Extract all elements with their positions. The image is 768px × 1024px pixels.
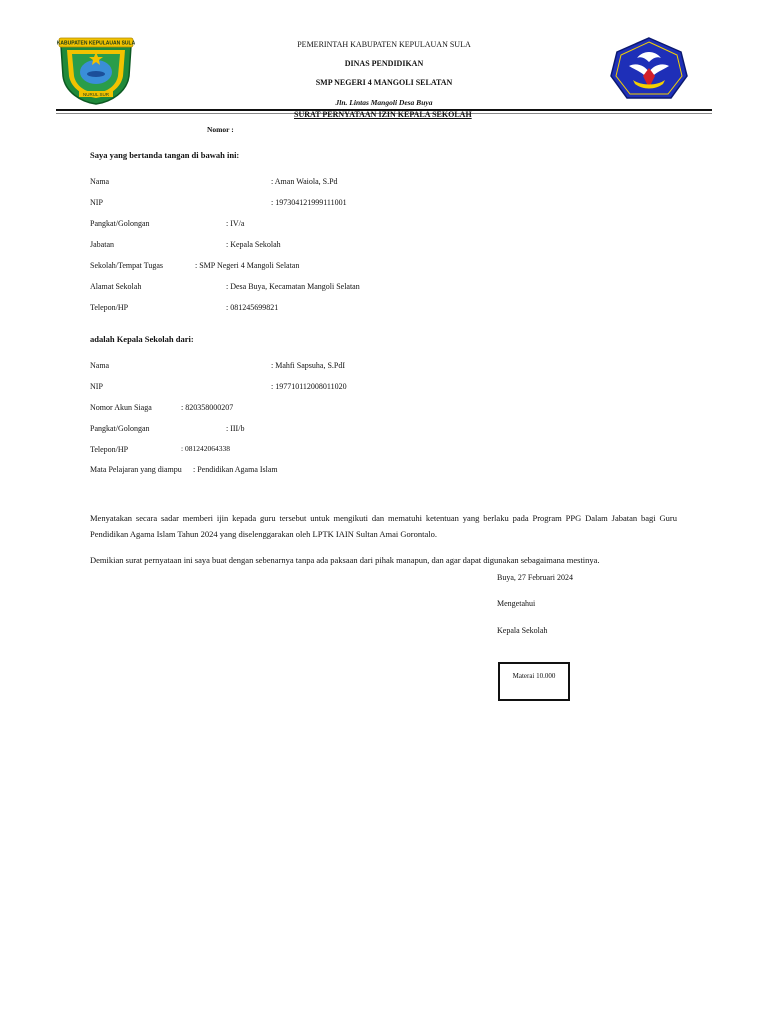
- header-address: Jln. Lintas Mangoli Desa Buya: [335, 98, 433, 107]
- teacher-mapel-value: : Pendidikan Agama Islam: [193, 465, 278, 474]
- kabupaten-crest-logo: [57, 36, 135, 106]
- principal-alamat-value: : Desa Buya, Kecamatan Mangoli Selatan: [226, 282, 360, 291]
- principal-nama-value: : Aman Waiola, S.Pd: [271, 177, 338, 186]
- signature-mengetahui: Mengetahui: [497, 599, 536, 608]
- principal-sekolah-label: Sekolah/Tempat Tugas: [90, 261, 163, 270]
- teacher-telepon-label: Telepon/HP: [90, 445, 129, 454]
- header-government: PEMERINTAH KABUPATEN KEPULAUAN SULA: [297, 40, 471, 49]
- crest-motto-text: NURUL SUR: [82, 92, 110, 97]
- principal-jabatan-label: Jabatan: [90, 240, 114, 249]
- teacher-pangkat-value: : III/b: [226, 424, 245, 433]
- principal-nama-label: Nama: [90, 177, 110, 186]
- nomor-label: Nomor :: [207, 125, 234, 134]
- materai-stamp-box: [498, 662, 570, 701]
- principal-nip-value: : 197304121999111001: [271, 198, 347, 207]
- section-teacher-heading: adalah Kepala Sekolah dari:: [90, 334, 194, 344]
- signature-place-date: Buya, 27 Februari 2024: [497, 573, 573, 582]
- tut-wuri-handayani-logo: [609, 36, 689, 104]
- teacher-mapel-label: Mata Pelajaran yang diampu: [90, 465, 182, 474]
- principal-pangkat-value: : IV/a: [226, 219, 245, 228]
- principal-nip-label: NIP: [90, 198, 103, 207]
- principal-sekolah-value: : SMP Negeri 4 Mangoli Selatan: [195, 261, 300, 270]
- materai-stamp-label: Materai 10.000: [512, 672, 556, 680]
- crest-banner-text: KABUPATEN KEPULAUAN SULA: [57, 40, 135, 47]
- header-school-name: SMP NEGERI 4 MANGOLI SELATAN: [315, 78, 453, 87]
- teacher-nama-value: : Mahfi Sapsuha, S.PdI: [271, 361, 345, 370]
- signature-position: Kepala Sekolah: [497, 626, 548, 635]
- principal-telepon-value: : 081245699821: [226, 303, 279, 312]
- teacher-nama-label: Nama: [90, 361, 110, 370]
- intro-text: Saya yang bertanda tangan di bawah ini:: [90, 150, 240, 160]
- principal-pangkat-label: Pangkat/Golongan: [90, 219, 150, 228]
- teacher-nip-label: NIP: [90, 382, 103, 391]
- teacher-telepon-value: : 081242064338: [181, 444, 230, 453]
- principal-telepon-label: Telepon/HP: [90, 303, 129, 312]
- statement-paragraph: Menyatakan secara sadar memberi ijin kepada guru tersebut untuk mengikuti dan mematuhi ketentuan yang berlaku pada Program PPG Dalam Jabatan bagi Guru Pendidikan Agama Islam Tahun 2024 yang diselenggarakan oleh LPTK IAIN Sultan Amai Gorontalo.: [90, 513, 677, 539]
- teacher-pangkat-label: Pangkat/Golongan: [90, 424, 150, 433]
- closing-paragraph: Demikian surat pernyataan ini saya buat dengan sebenarnya tanpa ada paksaan dari pihak manapun, dan agar dapat digunakan sebagaimana mestinya.: [90, 555, 600, 565]
- teacher-nip-value: : 197710112008011020: [271, 382, 347, 391]
- document-title: SURAT PERNYATAAN IZIN KEPALA SEKOLAH: [294, 110, 472, 119]
- teacher-siaga-label: Nomor Akun Siaga: [90, 403, 152, 412]
- teacher-siaga-value: : 820358000207: [181, 403, 234, 412]
- principal-alamat-label: Alamat Sekolah: [90, 282, 142, 291]
- header-department: DINAS PENDIDIKAN: [344, 59, 424, 68]
- principal-jabatan-value: : Kepala Sekolah: [226, 240, 281, 249]
